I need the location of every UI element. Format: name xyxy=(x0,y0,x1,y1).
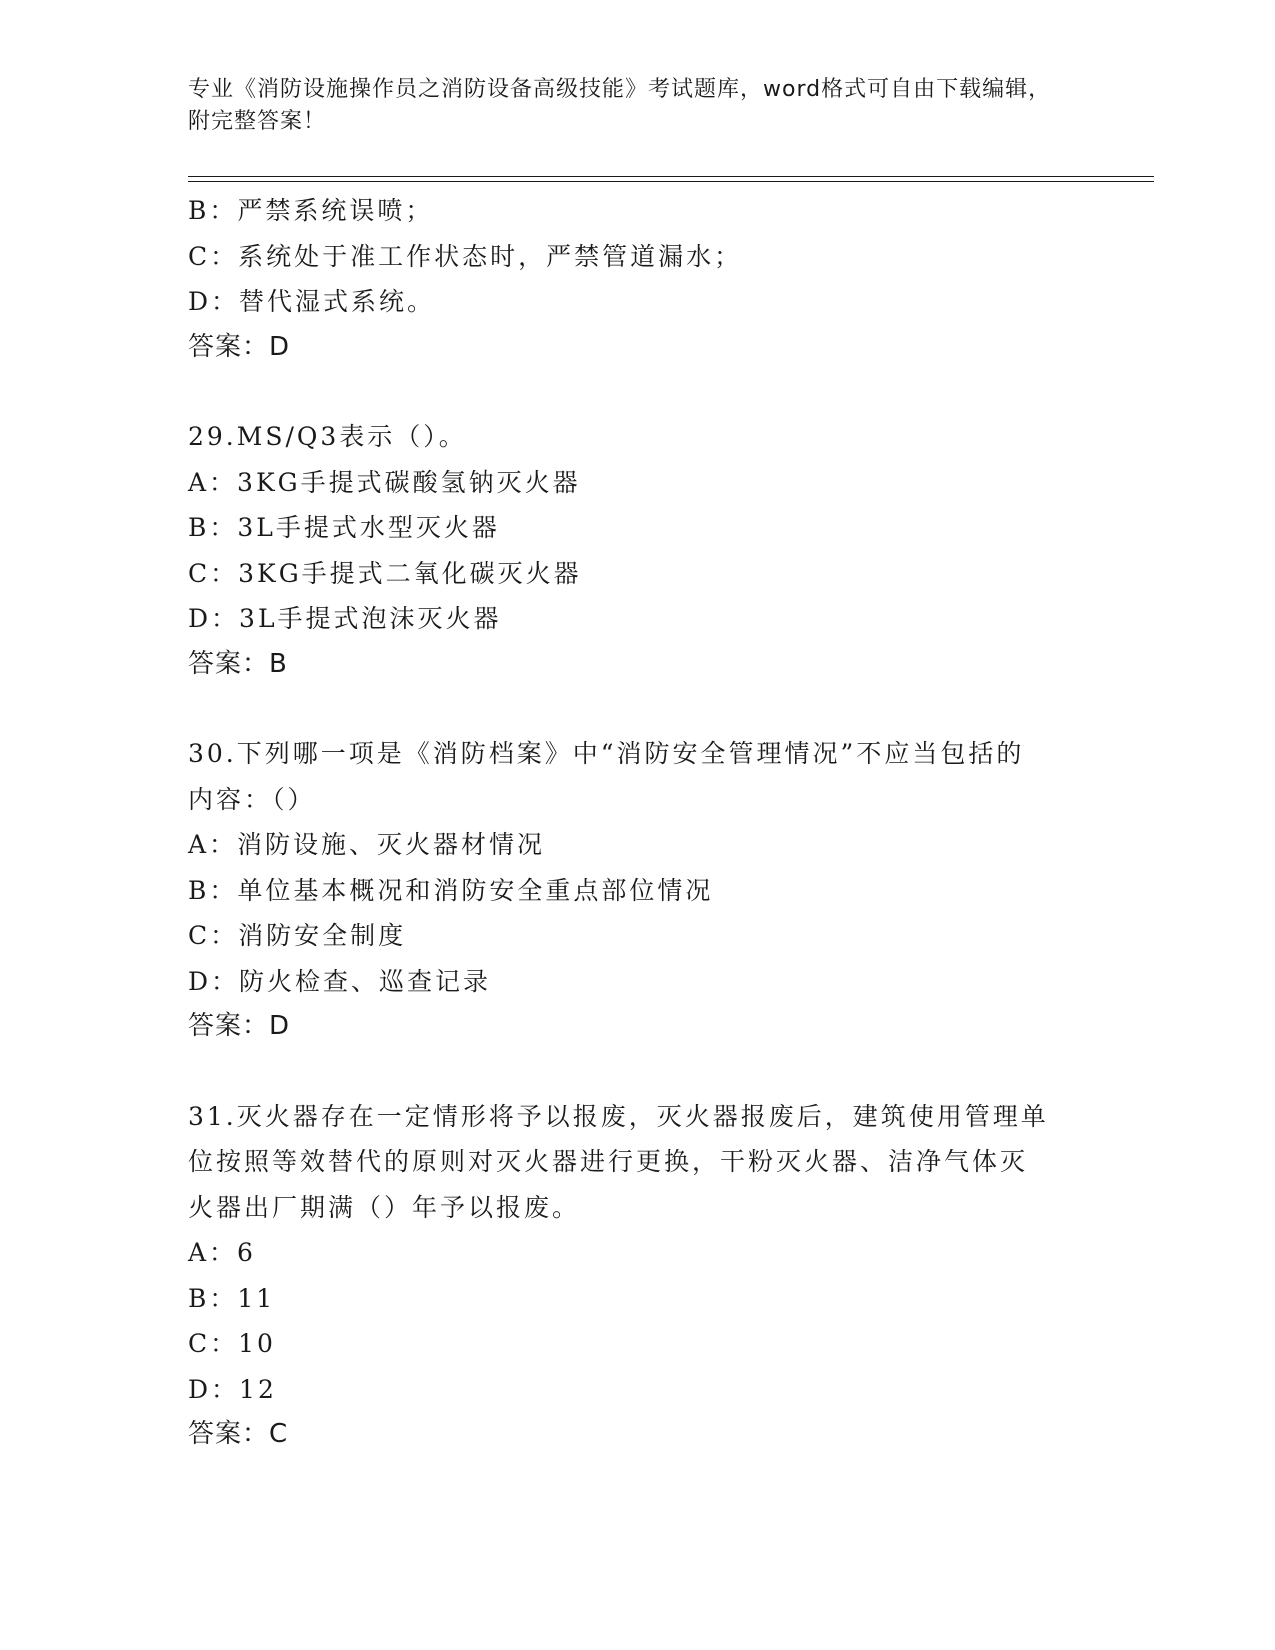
question-stem-line-1: 31.灭火器存在一定情形将予以报废，灭火器报废后，建筑使用管理单 xyxy=(188,1101,1049,1131)
question-28-continued xyxy=(188,188,1088,370)
option-a: A：3KG手提式碳酸氢钠灭火器 xyxy=(188,467,581,497)
option-c: C：消防安全制度 xyxy=(188,921,407,950)
option-a: A：消防设施、灭火器材情况 xyxy=(188,830,546,859)
question-stem-line-2: 位按照等效替代的原则对灭火器进行更换，干粉灭火器、洁净气体灭 xyxy=(188,1147,1029,1176)
option-d: D：12 xyxy=(188,1374,277,1404)
option-b: B：11 xyxy=(188,1283,276,1313)
option-a: A：6 xyxy=(188,1238,256,1267)
option-c: C：系统处于准工作状态时，严禁管道漏水； xyxy=(188,241,743,271)
answer: 答案：B xyxy=(188,648,288,679)
question-29 xyxy=(188,414,1088,687)
question-stem-line-1: 30.下列哪一项是《消防档案》中“消防安全管理情况”不应当包括的 xyxy=(188,739,1025,768)
option-b: B：单位基本概况和消防安全重点部位情况 xyxy=(188,875,714,905)
spacer xyxy=(188,370,1088,414)
document-header: 专业《消防设施操作员之消防设备高级技能》考试题库，word格式可自由下载编辑，附完整答案！ xyxy=(188,77,1052,134)
answer: 答案：D xyxy=(188,1011,291,1041)
option-b: B：严禁系统误喷； xyxy=(188,196,434,225)
option-d: D：防火检查、巡查记录 xyxy=(188,966,492,996)
header-rule-bottom xyxy=(188,181,1154,182)
spacer xyxy=(188,687,1088,731)
option-d: D：3L手提式泡沫灭火器 xyxy=(188,604,502,633)
question-31 xyxy=(188,1094,1088,1458)
spacer xyxy=(188,1050,1088,1094)
answer: 答案：D xyxy=(188,331,291,362)
question-stem-line-3: 火器出厂期满（）年予以报废。 xyxy=(188,1192,581,1222)
question-stem-line-2: 内容：（） xyxy=(188,784,316,814)
answer: 答案：C xyxy=(188,1419,289,1449)
option-d: D：替代湿式系统。 xyxy=(188,287,436,316)
option-c: C：3KG手提式二氧化碳灭火器 xyxy=(188,558,582,588)
header-rule-top xyxy=(188,176,1154,177)
question-30 xyxy=(188,731,1088,1050)
option-b: B：3L手提式水型灭火器 xyxy=(188,513,500,542)
question-content xyxy=(188,188,1088,1458)
option-c: C：10 xyxy=(188,1329,276,1358)
question-stem: 29.MS/Q3表示（）。 xyxy=(188,422,467,451)
